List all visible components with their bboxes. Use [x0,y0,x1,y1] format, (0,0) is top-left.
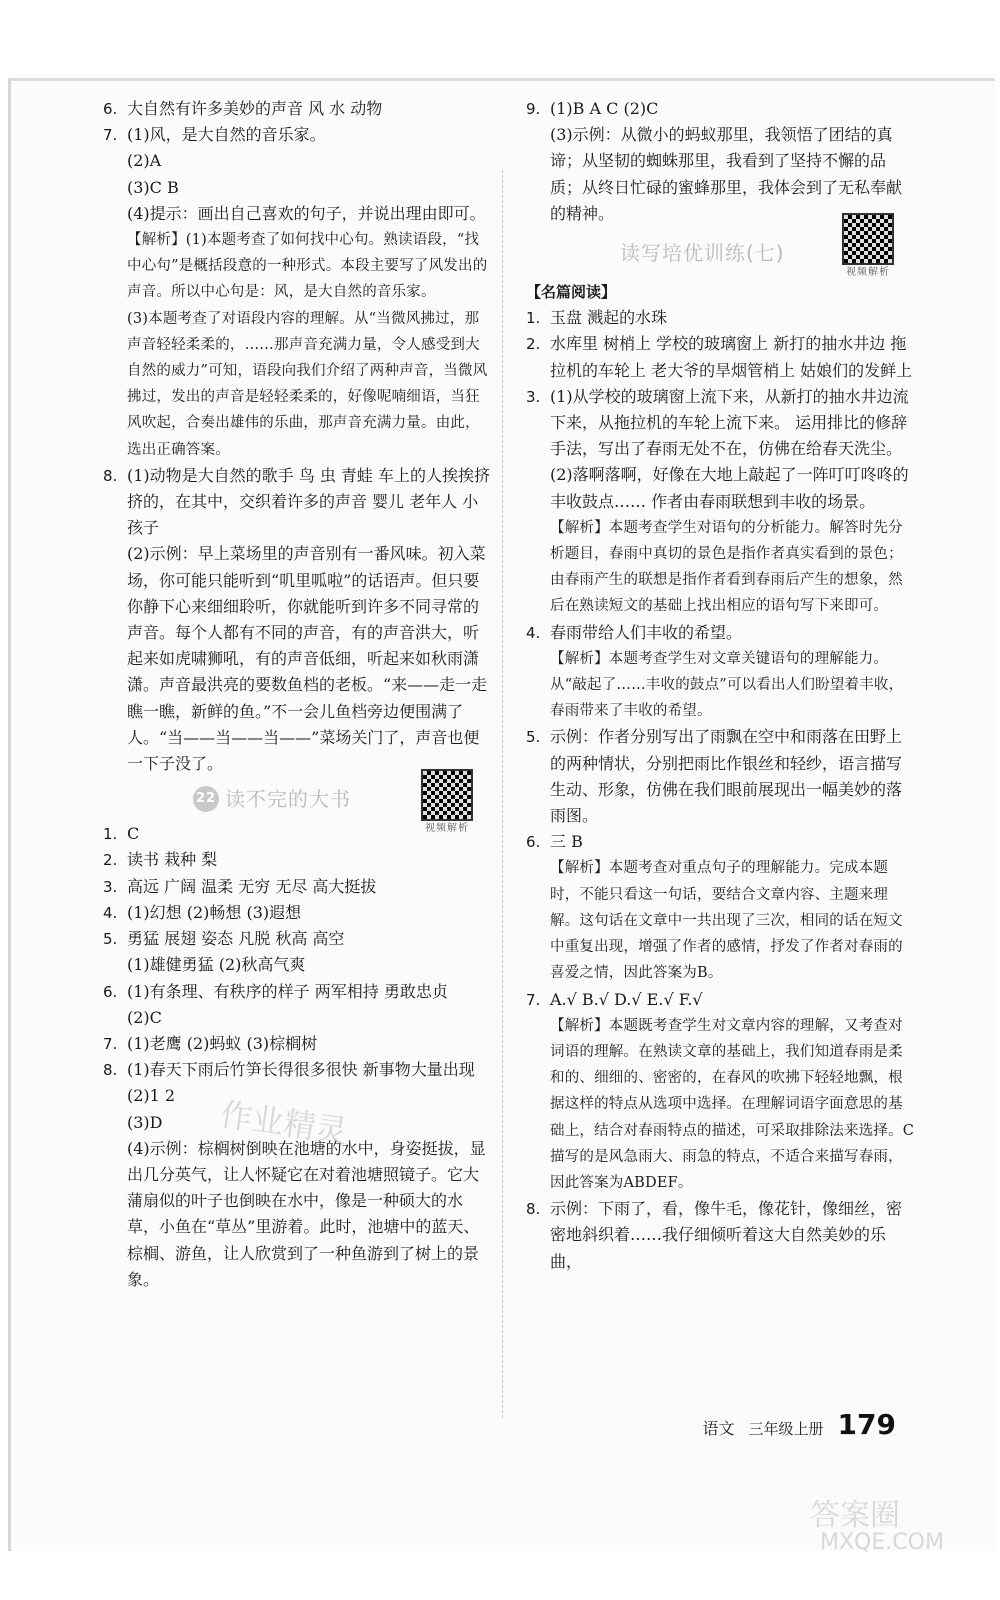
answer-line: (1)雄健勇猛 (2)秋高气爽 [127,955,306,975]
answer-line: (1)有条理、有秩序的样子 两军相持 勇敢忠贞 [127,981,448,1001]
lesson-number-badge: 22 [193,786,219,812]
answer-line: (1)从学校的玻璃窗上流下来，从新打的抽水井边流下来，从拖拉机的车轮上流下来。 运用排比的修辞手法，写出了春雨无处不在，仿佛在给春天洗尘。 [550,386,909,459]
answer-item [103,979,491,1031]
answer-line: 示例：作者分别写出了雨飘在空中和雨落在田野上的两种情状，分别把雨比作银丝和轻纱，语言描写生动、形象，仿佛在我们眼前展现出一幅美妙的落雨图。 [550,727,903,826]
q-number: 5. [526,728,541,747]
answer-item [103,847,491,873]
answer-item [526,987,916,1197]
left-q7 [103,122,491,463]
answer-line: 三 B [550,832,583,852]
answer-line: (3)示例：从微小的蚂蚁那里，我领悟了团结的真谛；从坚韧的蜘蛛那里，我看到了坚持不懈的品质；从终日忙碌的蜜蜂那里，我体会到了无私奉献的精神。 [550,125,903,223]
answer-item [103,900,491,926]
qr-code-icon [842,213,894,265]
qr-label: 视频解析 [846,267,890,279]
q-number: 9. [526,100,541,118]
q-number: 4. [103,903,118,922]
answer-line: (1)B A C (2)C [550,99,659,118]
section-title: 读写培优训练(七) [620,240,785,265]
watermark: 答案圈 [810,1498,900,1533]
answer-line: A.√ B.√ D.√ E.√ F.√ [550,989,703,1009]
answer-line: (1)动物是大自然的歌手 鸟 虫 青蛙 车上的人挨挨挤挤的，在其中，交织着许多的声音 婴儿 老年人 小孩子 [127,465,491,538]
q-number: 3. [526,387,541,406]
analysis-note: (3)本题考查了对语段内容的理解。从“当微风拂过，那声音轻轻柔柔的，……那声音充满力量，令人感受到大自然的威力”可知，语段向我们介绍了两种声音，当微风拂过，发出的声音是轻轻柔柔的，好像呢喃细语，当狂风吹起，合奏出雄伟的乐曲，那声音充满力量。由此，选出正确答案。 [127,310,488,458]
q-number: 7. [103,1034,118,1053]
q-number: 6. [103,982,118,1001]
q-number: 7. [526,990,541,1009]
q-number: 7. [103,126,118,145]
subsection-title: 【名篇阅读】 [526,283,617,302]
left-q8 [103,463,491,777]
answer-line: (2)C [127,1007,162,1027]
analysis-note: 【解析】(1)本题考查了如何找中心句。熟读语段，“找中心句”是概括段意的一种形式。本段主要写了风发出的声音。所以中心句是：风，是大自然的音乐家。 [127,232,488,301]
answer-item [526,1196,916,1275]
q-number: 5. [103,930,118,949]
q-number: 8. [103,1061,118,1080]
answer-item [103,1057,491,1293]
answer-item [526,829,916,986]
q-number: 8. [103,466,118,485]
answer-line: 勇猛 展翅 姿态 凡脱 秋高 高空 [127,929,345,949]
answer-item [103,926,491,978]
watermark: 作业精灵 [217,1095,350,1151]
analysis-note: 【解析】本题考查对重点句子的理解能力。完成本题时，不能只看这一句话，要结合文章内容、主题来理解。这句话在文章中一共出现了三次，相同的话在短文中重复出现，增强了作者的感情，抒发了作者对春雨的喜爱之情，因此答案为B。 [550,860,903,982]
answer-line: (1)老鹰 (2)蚂蚁 (3)棕榈树 [127,1033,318,1053]
q-number: 8. [526,1200,541,1219]
answer-item [526,620,916,725]
analysis-note: 【解析】本题既考查学生对文章内容的理解，又考查对词语的理解。在熟读文章的基础上，我们知道春雨是柔和的、细细的、密密的，在春风的吹拂下轻轻地飘，根据这样的特点从选项中选择。在理解词语字面意思的基础上，结合对春雨特点的描述，可采取排除法来选择。C描写的是风急雨大、雨急的特点，不适合来描写春雨，因此答案为ABDEF。 [550,1017,915,1191]
answer-line: 水库里 树梢上 学校的玻璃窗上 新打的抽水井边 拖拉机的车轮上 老大爷的旱烟管梢上 姑娘们的发鲜上 [550,334,913,380]
lesson-title: 读不完的大书 [225,787,351,812]
lesson-answers [103,821,491,1293]
answer-item [526,331,916,383]
answer-line: (1)春天下雨后竹笋长得很多很快 新事物大量出现 [127,1060,475,1080]
analysis-note: 【解析】本题考查学生对语句的分析能力。解答时先分析题目，春雨中真切的景色是指作者真实看到的景色；由春雨产生的联想是指作者看到春雨后产生的想象，然后在熟读短文的基础上找出相应的语句写下来即可。 [550,519,903,615]
qr-code[interactable] [419,769,475,835]
right-column [526,96,916,1275]
answer-line: 示例：下雨了，看，像牛毛，像花针，像细丝，密密地斜织着……我仔细倾听着这大自然美妙的乐曲， [550,1199,903,1271]
answer-line: C [127,824,140,844]
lesson-heading [103,777,491,835]
q-number: 1. [526,309,541,328]
qr-code-icon [421,769,473,821]
column-divider [502,170,503,1418]
page-footer [703,1408,896,1441]
qr-label: 视频解析 [425,823,469,835]
subject-label: 语文 [702,1419,735,1438]
section-heading [526,227,916,279]
answer-item [103,1031,491,1057]
right-q9 [526,96,916,227]
watermark: MXQE.COM [820,1530,944,1555]
answer-line: 春雨带给人们丰收的希望。 [550,622,743,642]
page-number: 179 [837,1408,896,1441]
q-number: 1. [103,825,118,844]
analysis-note: 【解析】本题考查学生对文章关键语句的理解能力。从“敲起了……丰收的鼓点”可以看出人们盼望着丰收，春雨带来了丰收的希望。 [550,650,904,720]
q-number: 2. [526,335,541,354]
q-number: 3. [103,877,118,896]
answer-line: 玉盘 溅起的水珠 [550,308,668,328]
answer-line: (2)示例：早上菜场里的声音别有一番风味。初入菜场，你可能只能听到“叽里呱啦”的话语声。但只要你静下心来细细聆听，你就能听到许多不同寻常的声音。每个人都有不同的声音，有的声音洪大，听起来如虎啸狮吼，有的声音低细，听起来如秋雨潇潇。声音最洪亮的要数鱼档的老板。“来——走一走瞧一瞧，新鲜的鱼。”不一会儿鱼档旁边便围满了人。“当——当——当——”菜场关门了，声音也便一下子没了。 [127,544,488,774]
answer-line: (1)幻想 (2)畅想 (3)遐想 [127,902,302,922]
answer-item [103,874,491,900]
answer-item [526,724,916,829]
answer-text: 大自然有许多美妙的声音 风 水 动物 [127,99,383,118]
answer-item [526,305,916,331]
answer-line: (4)示例：棕榈树倒映在池塘的水中，身姿挺拔，显出几分英气，让人怀疑它在对着池塘照镜子。它大蒲扇似的叶子也倒映在水中，像是一种硕大的水草，小鱼在“草丛”里游着。此时，池塘中的蓝天、棕榈、游鱼，让人欣赏到了一种鱼游到了树上的景象。 [127,1138,486,1289]
answer-line: (2)A [127,151,162,171]
answer-line: (2)1 2 [127,1086,176,1106]
grade-label: 三年级上册 [748,1420,824,1438]
answer-line: 高远 广阔 温柔 无穷 无尽 高大挺拔 [127,876,377,896]
section-answers [526,305,916,1275]
answer-line: (1)风，是大自然的音乐家。 [127,125,326,145]
q-number: 4. [526,623,541,642]
answer-line: (3)C B [127,177,179,197]
answer-line: (3)D [127,1112,163,1132]
answer-item [526,384,916,620]
answer-line: 读书 栽种 梨 [127,850,218,870]
q-number: 6. [526,833,541,852]
q-number: 2. [103,851,118,870]
left-q6 [103,96,491,122]
answer-line: (4)提示：画出自己喜欢的句子，并说出理由即可。 [127,203,486,223]
answer-line: (2)落啊落啊，好像在大地上敲起了一阵叮叮咚咚的丰收鼓点…… 作者由春雨联想到丰收的场景。 [550,465,909,511]
qr-code[interactable] [840,213,896,279]
q-number: 6. [103,100,118,118]
